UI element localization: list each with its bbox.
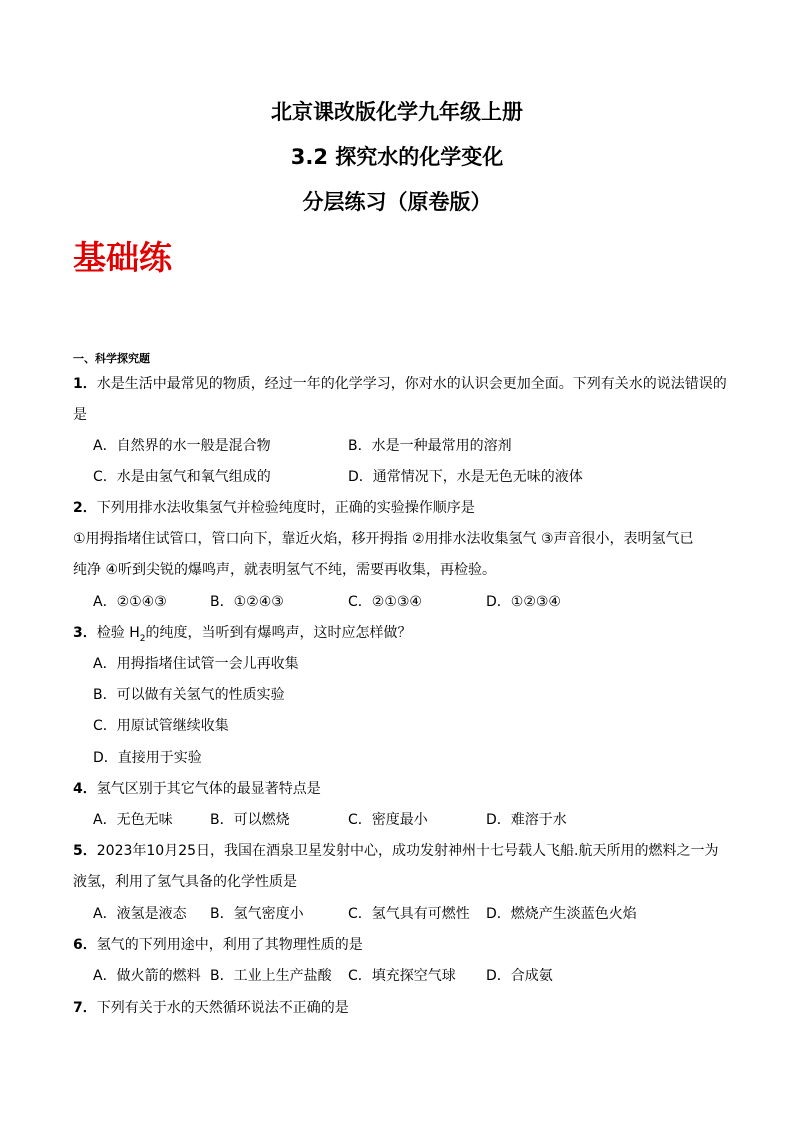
option-b: B．可以燃烧: [210, 812, 290, 828]
level-heading: 基础练: [73, 238, 172, 277]
option-d: D．①②③④: [486, 594, 561, 610]
option-d: D．燃烧产生淡蓝色火焰: [486, 906, 637, 922]
subscript: 2: [139, 633, 146, 644]
option-b: B．水是一种最常用的溶剂: [348, 438, 512, 454]
question-number: 2．: [73, 500, 97, 516]
question-number: 1．: [73, 376, 97, 392]
doc-title-line2: 3.2 探究水的化学变化: [290, 145, 504, 169]
question-number: 3．: [73, 625, 97, 641]
question-number: 7．: [73, 1000, 97, 1016]
question-4: [73, 779, 321, 799]
question-3: [73, 623, 411, 649]
option-a: A．做火箭的燃料: [93, 968, 201, 984]
option-d: D．难溶于水: [486, 812, 567, 828]
question-2-steps-cont: 纯净 ④听到尖锐的爆鸣声，就表明氢气不纯，需要再收集，再检验。: [73, 562, 496, 578]
option-d: D．合成氨: [486, 968, 553, 984]
option-c: C．用原试管继续收集: [93, 718, 229, 734]
doc-title-line1: 北京课改版化学九年级上册: [271, 100, 523, 124]
option-c: C．密度最小: [348, 812, 428, 828]
question-text: 下列用排水法收集氢气并检验纯度时，正确的实验操作顺序是: [96, 500, 475, 516]
option-b: B．①②④③: [210, 594, 284, 610]
doc-title-line3: 分层练习（原卷版）: [302, 190, 492, 214]
option-a: A．无色无味: [93, 812, 173, 828]
option-c: C．填充探空气球: [348, 968, 456, 984]
question-1: [73, 374, 727, 394]
option-b: B．氢气密度小: [210, 906, 304, 922]
option-a: A．自然界的水一般是混合物: [93, 438, 271, 454]
option-a: A．液氢是液态: [93, 906, 187, 922]
question-text: 氢气区别于其它气体的最显著特点是: [96, 781, 321, 797]
question-7: [73, 998, 349, 1018]
question-text: 下列有关于水的天然循环说法不正确的是: [96, 1000, 349, 1016]
question-5: [73, 841, 718, 861]
section-heading: 一、科学探究题: [73, 352, 150, 365]
question-number: 5．: [73, 843, 97, 859]
option-c: C．②①③④: [348, 594, 422, 610]
question-text: 2023年10月25日，我国在酒泉卫星发射中心，成功发射神州十七号载人飞船.航天所用的燃料之一为: [96, 843, 719, 859]
option-c: C．水是由氢气和氧气组成的: [93, 469, 271, 485]
question-text-post: 的纯度，当听到有爆鸣声，这时应怎样做？: [145, 625, 412, 641]
question-2: [73, 498, 475, 518]
question-text: 氢气的下列用途中，利用了其物理性质的是: [96, 937, 363, 953]
question-text-pre: 检验 H: [96, 625, 140, 641]
question-1-cont: 是: [73, 407, 87, 423]
question-number: 6．: [73, 937, 97, 953]
question-5-cont: 液氢，利用了氢气具备的化学性质是: [73, 874, 297, 890]
option-a: A．用拇指堵住试管一会儿再收集: [93, 656, 299, 672]
option-a: A．②①④③: [93, 594, 167, 610]
question-text: 水是生活中最常见的物质，经过一年的化学学习，你对水的认识会更加全面。下列有关水的说法错误的: [96, 376, 727, 392]
question-2-steps: ①用拇指堵住试管口，管口向下，靠近火焰，移开拇指 ②用排水法收集氢气 ③声音很小，表明氢气已: [73, 531, 694, 547]
option-b: B．工业上生产盐酸: [210, 968, 332, 984]
option-d: D．直接用于实验: [93, 750, 202, 766]
question-number: 4．: [73, 781, 97, 797]
question-6: [73, 935, 363, 955]
option-b: B．可以做有关氢气的性质实验: [93, 687, 285, 703]
option-d: D．通常情况下，水是无色无味的液体: [348, 469, 583, 485]
option-c: C．氢气具有可燃性: [348, 906, 470, 922]
